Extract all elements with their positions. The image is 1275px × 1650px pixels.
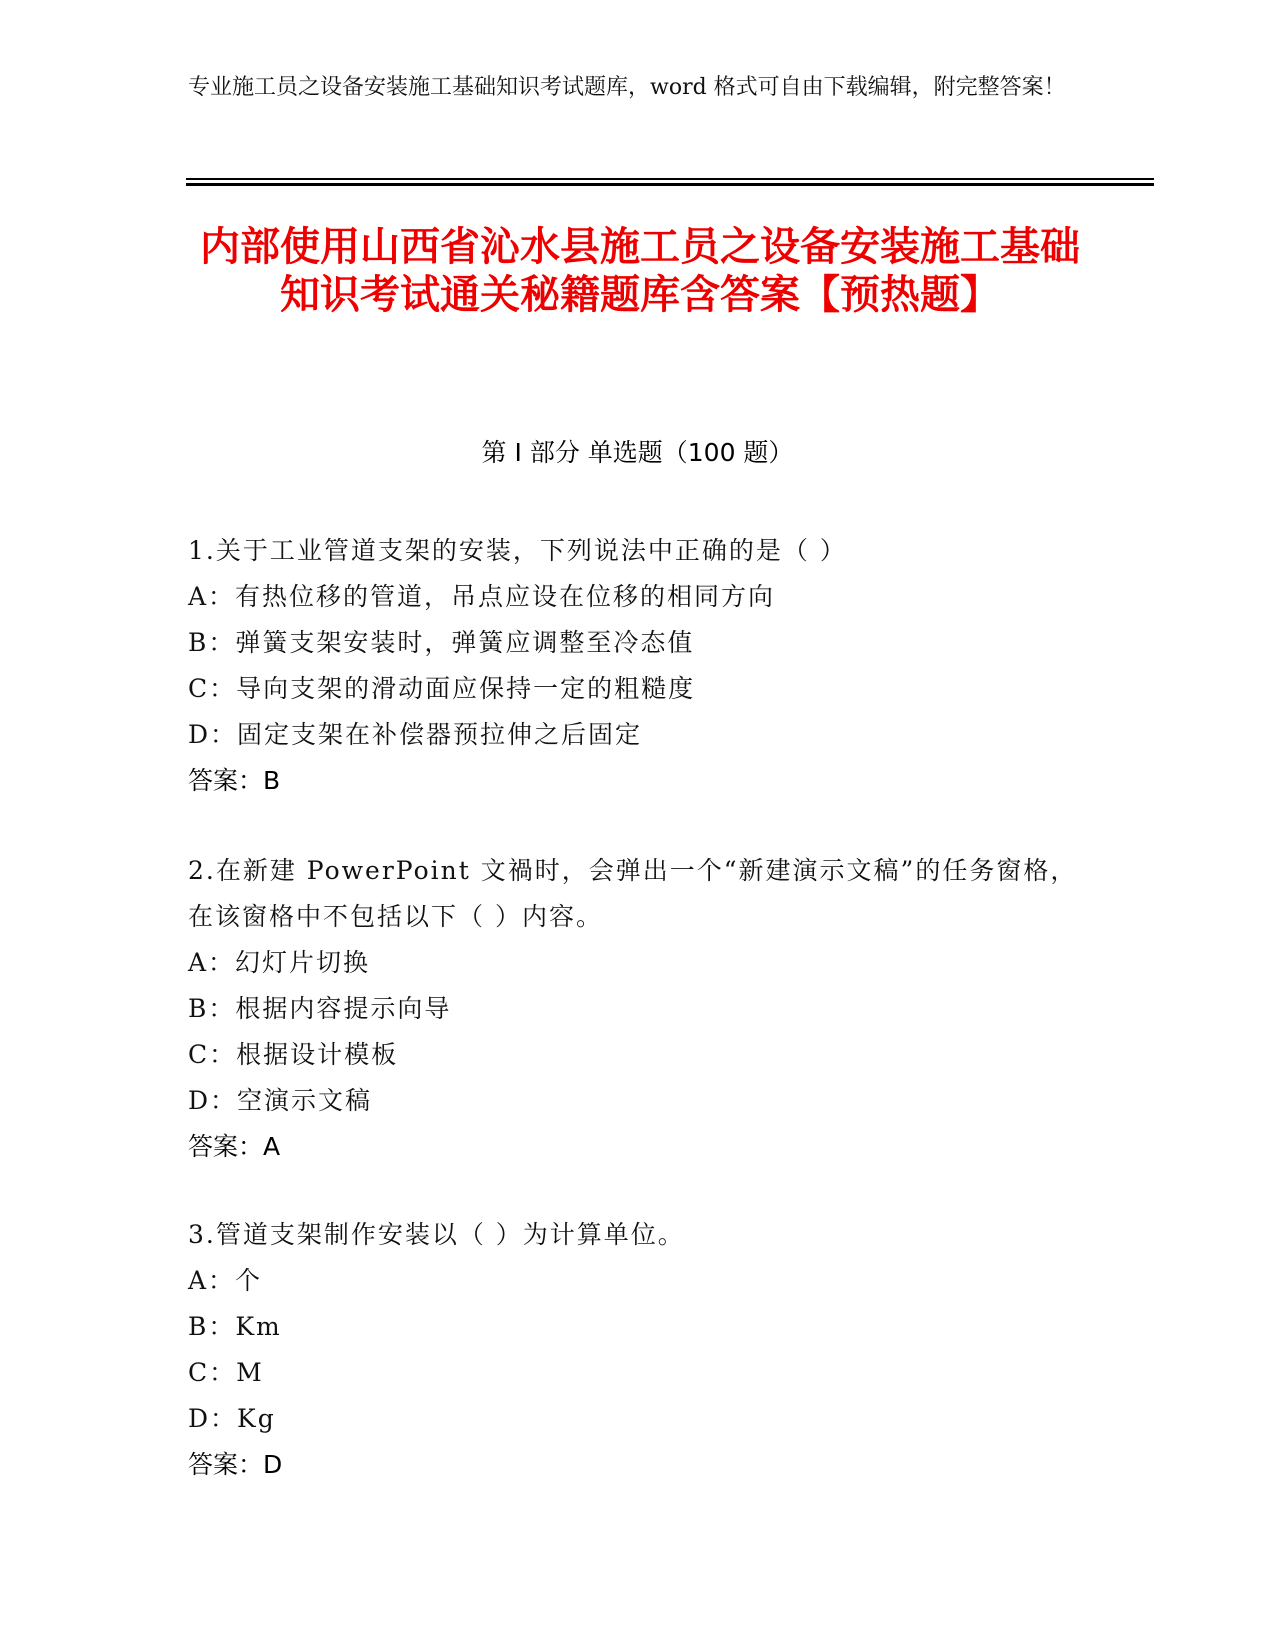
option-d: D：空演示文稿: [188, 1086, 373, 1115]
option-a: A：个: [188, 1266, 263, 1295]
question-stem: 1.关于工业管道支架的安装，下列说法中正确的是（ ）: [188, 536, 847, 565]
answer-line: 答案：B: [188, 766, 281, 795]
option-a: A：幻灯片切换: [188, 948, 371, 977]
option-c: C：导向支架的滑动面应保持一定的粗糙度: [188, 674, 696, 703]
option-c: C：M: [188, 1358, 264, 1387]
header-note: 专业施工员之设备安装施工基础知识考试题库，word 格式可自由下载编辑，附完整答案！: [188, 75, 1066, 100]
section-title: 第 I 部分 单选题（100 题）: [481, 438, 794, 467]
option-b: B：弹簧支架安装时，弹簧应调整至冷态值: [188, 628, 695, 657]
option-d: D：固定支架在补偿器预拉伸之后固定: [188, 720, 643, 749]
document-title: 内部使用山西省沁水县施工员之设备安装施工基础知识考试通关秘籍题库含答案【预热题】: [200, 224, 1080, 318]
option-b: B：Km: [188, 1312, 282, 1341]
header-divider-thick: [186, 183, 1154, 186]
question-stem: 2.在新建 PowerPoint 文禍时，会弹出一个“新建演示文稿”的任务窗格，在该窗格中不包括以下（ ）内容。: [188, 856, 1078, 931]
header-divider-thin: [186, 178, 1154, 180]
option-b: B：根据内容提示向导: [188, 994, 452, 1023]
option-a: A：有热位移的管道，吊点应设在位移的相同方向: [188, 582, 776, 611]
option-c: C：根据设计模板: [188, 1040, 399, 1069]
question-stem: 3.管道支架制作安装以（ ）为计算单位。: [188, 1220, 685, 1249]
answer-line: 答案：A: [188, 1132, 281, 1161]
question-1: [188, 528, 1088, 804]
question-3: [188, 1212, 1088, 1488]
question-2: [188, 848, 1088, 1170]
option-d: D：Kg: [188, 1404, 276, 1433]
answer-line: 答案：D: [188, 1450, 283, 1479]
